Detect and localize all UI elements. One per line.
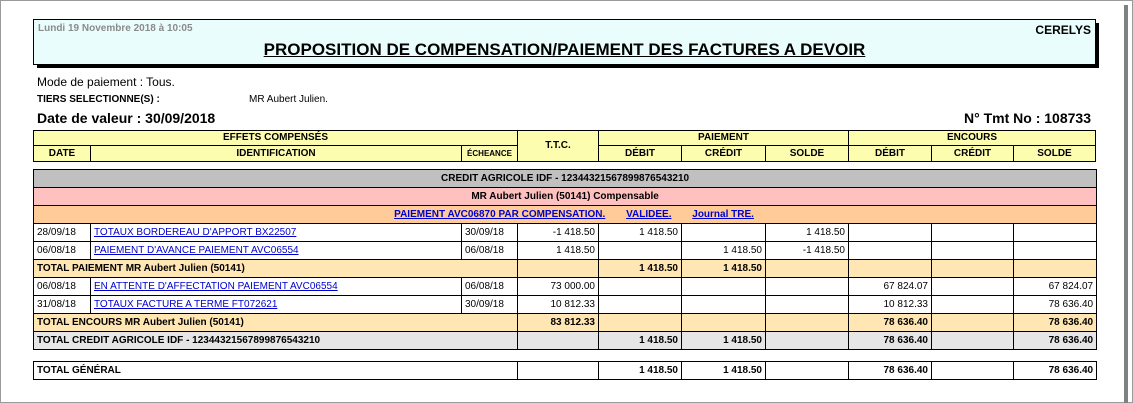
header-paiement-debit: DÉBIT [598,145,682,162]
paiement-ref-link[interactable]: PAIEMENT AVC06870 PAR COMPENSATION. [394,209,606,220]
total-paiement-label: TOTAL PAIEMENT MR Aubert Julien (50141) [34,260,518,278]
print-date: Lundi 19 Novembre 2018 à 10:05 [38,23,193,34]
total-encours-label: TOTAL ENCOURS MR Aubert Julien (50141) [34,314,518,332]
header-paiement-credit: CRÉDIT [681,145,766,162]
row-date: 06/08/18 [34,242,91,260]
row-paiement-debit [599,242,682,260]
row-paiement-solde: -1 418.50 [766,242,849,260]
tiers-label: TIERS SELECTIONNE(S) : [37,94,160,105]
row-paiement-solde [766,296,849,314]
row-encours-debit: 67 824.07 [849,278,932,296]
row-encours-credit [932,296,1014,314]
row-encours-solde: 78 636.40 [1014,296,1097,314]
row-paiement-solde [766,278,849,296]
row-paiement-debit [599,278,682,296]
report-header [33,19,1096,65]
row-echeance: 06/08/18 [462,278,518,296]
total-general-paiement-credit: 1 418.50 [682,362,766,380]
header-echeance: ÉCHEANCE [461,145,518,162]
row-identification-link[interactable]: TOTAUX BORDEREAU D'APPORT BX22507 [94,227,297,238]
page-shadow [1124,5,1128,403]
table-row [34,242,1097,260]
header-paiement: PAIEMENT [598,130,849,146]
total-encours-ttc: 83 812.33 [518,314,599,332]
paiement-row [34,206,1097,224]
row-encours-solde [1014,224,1097,242]
tiers-label-cell: MR Aubert Julien (50141) Compensable [34,188,1097,206]
total-bank-paiement-debit: 1 418.50 [599,332,682,350]
row-identification-link[interactable]: TOTAUX FACTURE A TERME FT072621 [94,299,278,310]
bank-row [34,170,1097,188]
total-general-paiement-debit: 1 418.50 [599,362,682,380]
header-encours-debit: DÉBIT [848,145,932,162]
row-encours-debit [849,224,932,242]
row-ttc: 73 000.00 [518,278,599,296]
total-general-label: TOTAL GÉNÉRAL [34,362,518,380]
table-row [34,224,1097,242]
header-encours-solde: SOLDE [1013,145,1096,162]
header-shadow-right [1096,23,1099,68]
row-encours-solde [1014,242,1097,260]
tiers-value: MR Aubert Julien. [249,94,328,105]
total-paiement-credit: 1 418.50 [682,260,766,278]
company-name: CERELYS [1035,23,1091,37]
report-table [33,169,1097,380]
header-ttc: T.T.C. [517,130,599,162]
total-bank-encours-debit: 78 636.40 [849,332,932,350]
header-shadow-bottom [37,65,1099,68]
row-paiement-debit [599,296,682,314]
row-paiement-credit: 1 418.50 [682,242,766,260]
total-general-encours-debit: 78 636.40 [849,362,932,380]
header-paiement-solde: SOLDE [765,145,849,162]
paiement-journal-link[interactable]: Journal TRE. [692,209,754,220]
row-paiement-credit [682,296,766,314]
row-encours-credit [932,278,1014,296]
paiement-status-link[interactable]: VALIDEE. [626,209,672,220]
header-encours-credit: CRÉDIT [931,145,1014,162]
column-headers [33,130,1096,162]
value-date: Date de valeur : 30/09/2018 [37,110,216,126]
row-identification-link[interactable]: EN ATTENTE D'AFFECTATION PAIEMENT AVC06554 [94,281,338,292]
row-ttc: 10 812.33 [518,296,599,314]
spacer-row [34,350,1097,362]
row-encours-debit [849,242,932,260]
row-encours-debit: 10 812.33 [849,296,932,314]
payment-mode: Mode de paiement : Tous. [37,75,175,89]
total-paiement-row [34,260,1097,278]
total-general-row [34,362,1097,380]
total-bank-paiement-credit: 1 418.50 [682,332,766,350]
row-echeance: 30/09/18 [462,224,518,242]
row-date: 28/09/18 [34,224,91,242]
row-echeance: 30/09/18 [462,296,518,314]
row-encours-solde: 67 824.07 [1014,278,1097,296]
table-row [34,296,1097,314]
row-ttc: 1 418.50 [518,242,599,260]
report-title: PROPOSITION DE COMPENSATION/PAIEMENT DES FACTURES A DEVOIR [263,40,866,59]
row-encours-credit [932,242,1014,260]
row-paiement-credit [682,278,766,296]
total-encours-row [34,314,1097,332]
total-encours-debit: 78 636.40 [849,314,932,332]
header-encours: ENCOURS [848,130,1096,146]
table-row [34,278,1097,296]
total-paiement-debit: 1 418.50 [599,260,682,278]
row-paiement-credit [682,224,766,242]
total-bank-label: TOTAL CREDIT AGRICOLE IDF - 12344321567899876543210 [34,332,518,350]
row-echeance: 06/08/18 [462,242,518,260]
row-encours-credit [932,224,1014,242]
bank-label: CREDIT AGRICOLE IDF - 12344321567899876543210 [34,170,1097,188]
row-date: 31/08/18 [34,296,91,314]
row-paiement-debit: 1 418.50 [599,224,682,242]
row-ttc: -1 418.50 [518,224,599,242]
header-identification: IDENTIFICATION [90,145,462,162]
row-date: 06/08/18 [34,278,91,296]
total-general-encours-solde: 78 636.40 [1014,362,1097,380]
tmt-number: N° Tmt No : 108733 [964,110,1091,126]
total-bank-row [34,332,1097,350]
header-effets: EFFETS COMPENSÉS [33,130,518,146]
total-encours-solde: 78 636.40 [1014,314,1097,332]
total-bank-encours-solde: 78 636.40 [1014,332,1097,350]
row-identification-link[interactable]: PAIEMENT D'AVANCE PAIEMENT AVC06554 [94,245,299,256]
tiers-row [34,188,1097,206]
row-paiement-solde: 1 418.50 [766,224,849,242]
header-date: DATE [33,145,91,162]
